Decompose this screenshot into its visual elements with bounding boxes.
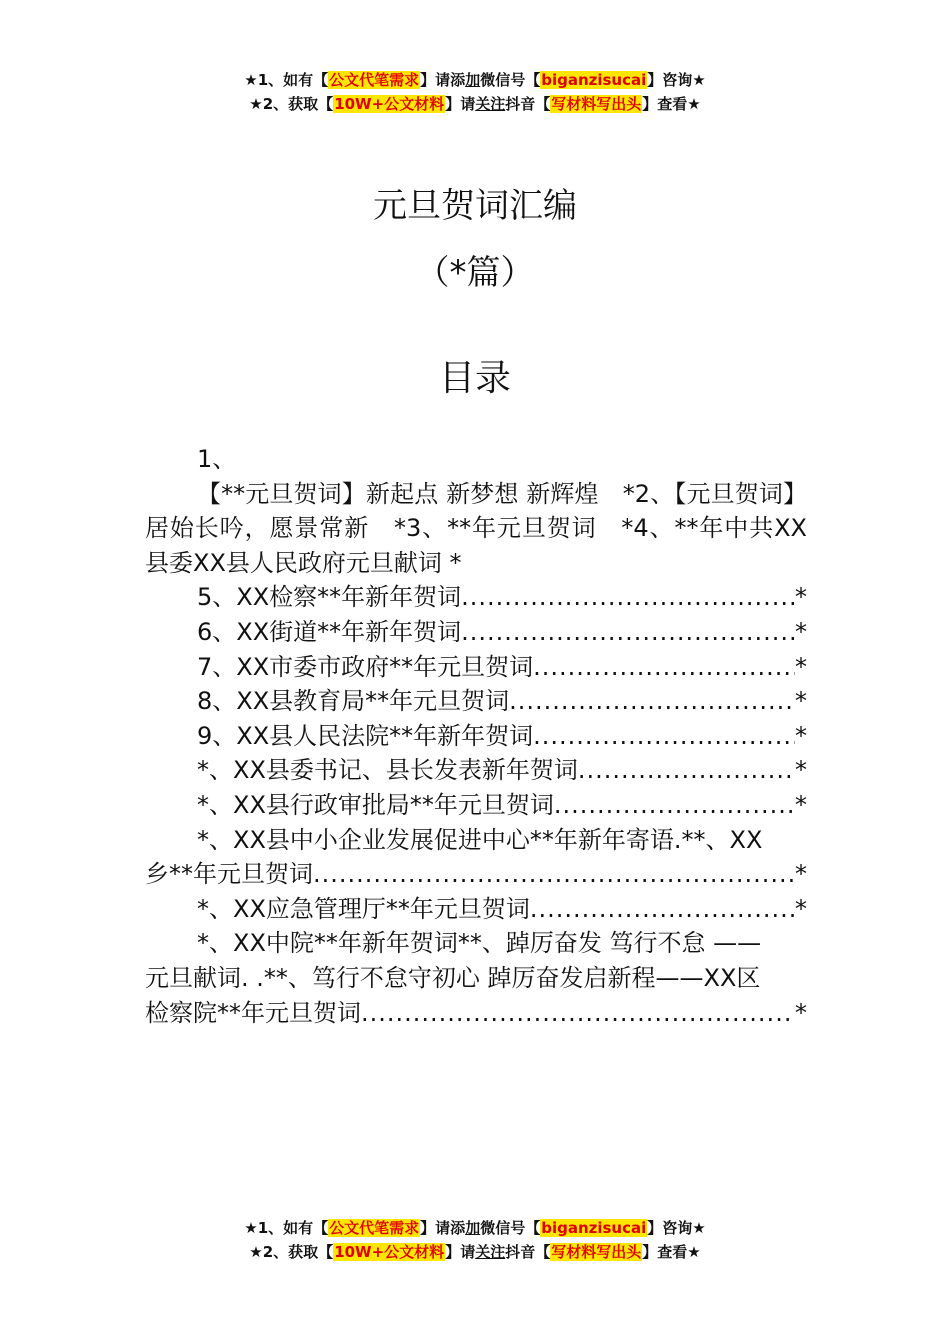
banner-underline: 加 <box>465 71 481 89</box>
toc-entry-label: 乡**年元旦贺词 <box>145 860 313 889</box>
banner-highlight: 写材料写出头 <box>551 1243 642 1261</box>
banner-highlight: biganzisucai <box>541 71 647 89</box>
banner-text: 】查看★ <box>642 95 701 113</box>
banner-line-1 <box>0 1216 950 1240</box>
dot-leader <box>533 719 795 754</box>
toc-entry-label: 6、XX街道**年新年贺词 <box>197 617 462 646</box>
toc-entry-page: * <box>795 894 807 923</box>
toc-entry[interactable] <box>145 719 807 754</box>
banner-text: 】咨询★ <box>647 1219 706 1237</box>
banner-text: 微信号【 <box>480 71 541 89</box>
toc-paragraph-3-line-2 <box>145 961 807 996</box>
toc-entry-page: * <box>795 652 807 681</box>
banner-highlight: 10W+公文材料 <box>334 95 445 113</box>
toc-entry-page: * <box>795 790 807 819</box>
banner-highlight: 写材料写出头 <box>551 95 642 113</box>
dot-leader <box>578 753 795 788</box>
toc-paragraph-2-line-1 <box>145 823 807 858</box>
toc-paragraph-2-line-2[interactable] <box>145 857 807 892</box>
banner-text: 】请添 <box>420 1219 466 1237</box>
top-banner <box>0 68 950 116</box>
toc-paragraph-3-line-1 <box>145 926 807 961</box>
document-subtitle: （*篇） <box>415 253 535 293</box>
banner-line-2 <box>0 92 950 116</box>
table-of-contents <box>145 442 807 1030</box>
toc-entry-page: * <box>795 721 807 750</box>
banner-text: 抖音【 <box>505 1243 551 1261</box>
banner-text: ★1、如有【 <box>244 1219 329 1237</box>
banner-highlight: 公文代笔需求 <box>329 1219 420 1237</box>
dot-leader <box>509 684 795 719</box>
document-title: 元旦贺词汇编 <box>373 186 577 226</box>
toc-entry-label: *、XX中院**年新年贺词**、踔厉奋发 笃行不怠 —— <box>197 929 762 958</box>
banner-underline: 加 <box>465 1219 481 1237</box>
bottom-banner <box>0 1216 950 1264</box>
toc-entry-page: * <box>795 583 807 612</box>
toc-entry-label: *、XX县中小企业发展促进中心**年新年寄语.**、XX <box>197 825 763 854</box>
toc-entry[interactable] <box>145 753 807 788</box>
toc-entry-page: * <box>795 998 807 1027</box>
toc-entry-label: 9、XX县人民法院**年新年贺词 <box>197 721 534 750</box>
banner-text: ★1、如有【 <box>244 71 329 89</box>
toc-entry[interactable] <box>145 788 807 823</box>
dot-leader <box>313 857 795 892</box>
banner-text: 】请添 <box>420 71 466 89</box>
banner-highlight: 公文代笔需求 <box>329 71 420 89</box>
toc-entry-label: 5、XX检察**年新年贺词 <box>197 583 462 612</box>
dot-leader <box>461 615 795 650</box>
dot-leader <box>361 996 795 1031</box>
banner-text: ★2、获取【 <box>249 1243 334 1261</box>
toc-entry-page: * <box>795 756 807 785</box>
dot-leader <box>530 892 795 927</box>
banner-underline: 关注 <box>475 1243 506 1261</box>
toc-entry-label: *、XX县委书记、县长发表新年贺词 <box>197 756 578 785</box>
toc-entry-label: 8、XX县教育局**年元旦贺词 <box>197 687 510 716</box>
toc-entry-label: 检察院**年元旦贺词 <box>145 998 361 1027</box>
banner-text: 抖音【 <box>505 95 551 113</box>
toc-entry-label: *、XX县行政审批局**年元旦贺词 <box>197 790 554 819</box>
banner-underline: 关注 <box>475 95 506 113</box>
banner-text: 】请 <box>445 95 476 113</box>
toc-entry-page: * <box>795 860 807 889</box>
toc-heading: 目录 <box>438 358 511 399</box>
toc-entry-page: * <box>795 687 807 716</box>
dot-leader <box>461 580 795 615</box>
toc-entry[interactable] <box>145 615 807 650</box>
banner-text: 】咨询★ <box>647 71 706 89</box>
banner-highlight: 10W+公文材料 <box>334 1243 445 1261</box>
banner-text: 微信号【 <box>480 1219 541 1237</box>
toc-entry-label: 7、XX市委市政府**年元旦贺词 <box>197 652 534 681</box>
toc-item-number: 1、 <box>197 445 237 473</box>
dot-leader <box>554 788 795 823</box>
toc-entry-label: 元旦献词. .**、笃行不怠守初心 踔厉奋发启新程——XX区 <box>145 963 761 992</box>
toc-paragraph-3-line-3[interactable] <box>145 996 807 1031</box>
toc-entry[interactable] <box>145 892 807 927</box>
toc-paragraph-1: 【**元旦贺词】新起点 新梦想 新辉煌 *2、【元旦贺词】居始长吟，愿景常新 *3、**年元旦贺词 *4、**年中共XX县委XX县人民政府元旦献词 * <box>145 479 807 577</box>
toc-entry[interactable] <box>145 650 807 685</box>
toc-entry-page: * <box>795 617 807 646</box>
banner-text: 】请 <box>445 1243 476 1261</box>
toc-entry[interactable] <box>145 580 807 615</box>
banner-highlight: biganzisucai <box>541 1219 647 1237</box>
banner-text: ★2、获取【 <box>249 95 334 113</box>
banner-text: 】查看★ <box>642 1243 701 1261</box>
toc-entry-label: *、XX应急管理厅**年元旦贺词 <box>197 894 530 923</box>
banner-line-1 <box>0 68 950 92</box>
banner-line-2 <box>0 1240 950 1264</box>
toc-entry[interactable] <box>145 684 807 719</box>
dot-leader <box>533 650 795 685</box>
